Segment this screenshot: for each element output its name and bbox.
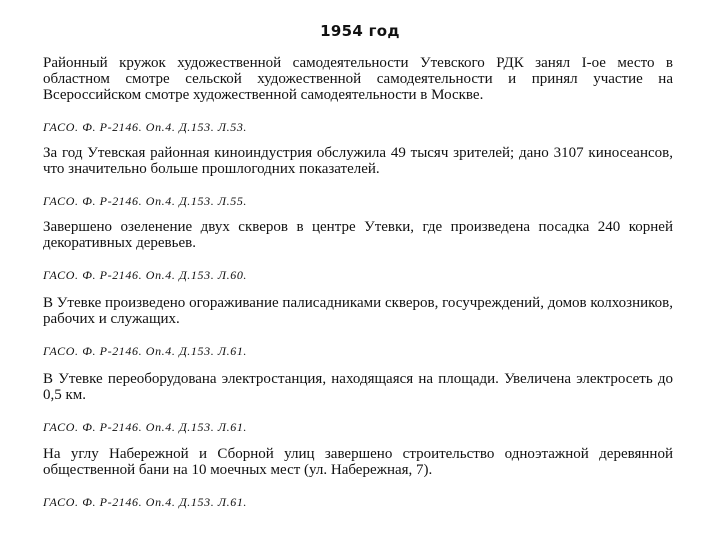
chronicle-entry [43,295,673,358]
chronicle-entry [43,371,673,434]
page-title: 1954 год [320,22,400,40]
entry-source: ГАСО. Ф. Р-2146. Оп.4. Д.153. Л.61. [43,495,248,509]
chronicle-entry [43,219,673,282]
entry-source: ГАСО. Ф. Р-2146. Оп.4. Д.153. Л.60. [43,268,248,282]
entry-text: Районный кружок художественной самодеятельности Утевского РДК занял I-ое место в областном смотре сельской художественной самодеятельности и принял участие на Всероссийском смотре художественной самодеятельности в Москве. [43,55,673,103]
entry-source: ГАСО. Ф. Р-2146. Оп.4. Д.153. Л.61. [43,344,248,358]
entry-source: ГАСО. Ф. Р-2146. Оп.4. Д.153. Л.61. [43,420,248,434]
entry-text: На углу Набережной и Сборной улиц завершено строительство одноэтажной деревянной общественной бани на 10 моечных мест (ул. Набережная, 7). [43,446,673,478]
chronicle-entry [43,446,673,509]
chronicle-entry [43,55,673,134]
entry-source: ГАСО. Ф. Р-2146. Оп.4. Д.153. Л.55. [43,194,248,208]
chronicle-entry [43,145,673,208]
entry-text: За год Утевская районная киноиндустрия обслужила 49 тысяч зрителей; дано 3107 киносеансов, что значительно больше прошлогодних показателей. [43,145,673,177]
entry-text: В Утевке произведено огораживание палисадниками скверов, госучреждений, домов колхозников, рабочих и служащих. [43,295,673,327]
entry-text: В Утевке переоборудована электростанция, находящаяся на площади. Увеличена электросеть до 0,5 км. [43,371,673,403]
entry-text: Завершено озеленение двух скверов в центре Утевки, где произведена посадка 240 корней декоративных деревьев. [43,219,673,251]
entry-source: ГАСО. Ф. Р-2146. Оп.4. Д.153. Л.53. [43,120,248,134]
